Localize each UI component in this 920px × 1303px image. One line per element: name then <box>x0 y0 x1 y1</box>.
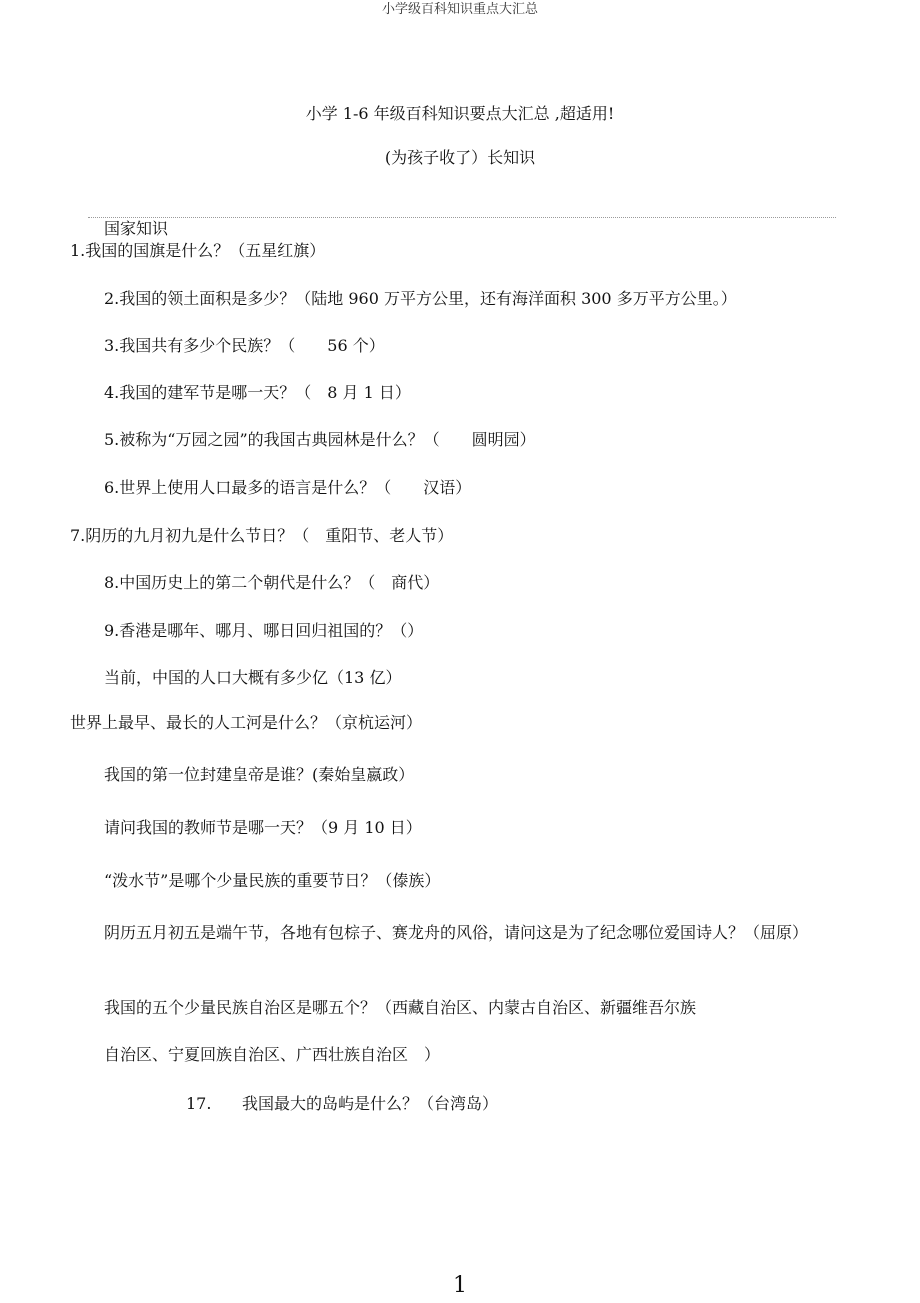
section-divider <box>88 217 836 218</box>
qa-item-9: 9.香港是哪年、哪月、哪日回归祖国的？（） <box>104 621 424 640</box>
document-title: 小学 1-6 年级百科知识要点大汇总 ,超适用! <box>305 104 615 123</box>
qa-item-15: 阴历五月初五是端午节，各地有包棕子、赛龙舟的风俗，请问这是为了纪念哪位爱国诗人？（屈原） <box>104 923 809 942</box>
qa-item-14: “泼水节”是哪个少量民族的重要节日？（傣族） <box>104 871 441 890</box>
qa-item-11: 世界上最早、最长的人工河是什么？（京杭运河） <box>70 713 423 732</box>
qa-item-1: 1.我国的国旗是什么？（五星红旗） <box>70 241 326 260</box>
qa-item-5: 5.被称为“万园之园”的我国古典园林是什么？（ 圆明园） <box>104 430 536 449</box>
qa-item-6: 6.世界上使用人口最多的语言是什么？（ 汉语） <box>104 478 472 497</box>
section-heading: 国家知识 <box>104 219 169 238</box>
running-header: 小学级百科知识重点大汇总 <box>381 2 538 17</box>
qa-item-8: 8.中国历史上的第二个朝代是什么？（ 商代） <box>104 573 440 592</box>
qa-item-10: 当前，中国的人口大概有多少亿（13 亿） <box>104 668 402 687</box>
qa-item-17: 我国最大的岛屿是什么？（台湾岛） <box>242 1094 499 1113</box>
qa-item-4: 4.我国的建军节是哪一天？（ 8 月 1 日） <box>104 383 411 402</box>
page-number: 1 <box>453 1273 467 1298</box>
qa-item-7: 7.阴历的九月初九是什么节日？（ 重阳节、老人节） <box>70 526 454 545</box>
qa-item-3: 3.我国共有多少个民族？（ 56 个） <box>104 336 385 355</box>
document-subtitle: (为孩子收了）长知识 <box>384 148 536 167</box>
qa-item-2: 2.我国的领土面积是多少？（陆地 960 万平方公里，还有海洋面积 300 多万平方公里。） <box>104 289 737 308</box>
qa-item-13: 请问我国的教师节是哪一天？（9 月 10 日） <box>104 818 422 837</box>
qa-item-12: 我国的第一位封建皇帝是谁？(秦始皇嬴政） <box>104 765 415 784</box>
qa-item-16-line2: 自治区、宁夏回族自治区、广西壮族自治区 ） <box>104 1045 441 1064</box>
qa-item-16-line1: 我国的五个少量民族自治区是哪五个？（西藏自治区、内蒙古自治区、新疆维吾尔族 <box>104 998 697 1017</box>
qa-item-17-number: 17. <box>186 1094 212 1113</box>
